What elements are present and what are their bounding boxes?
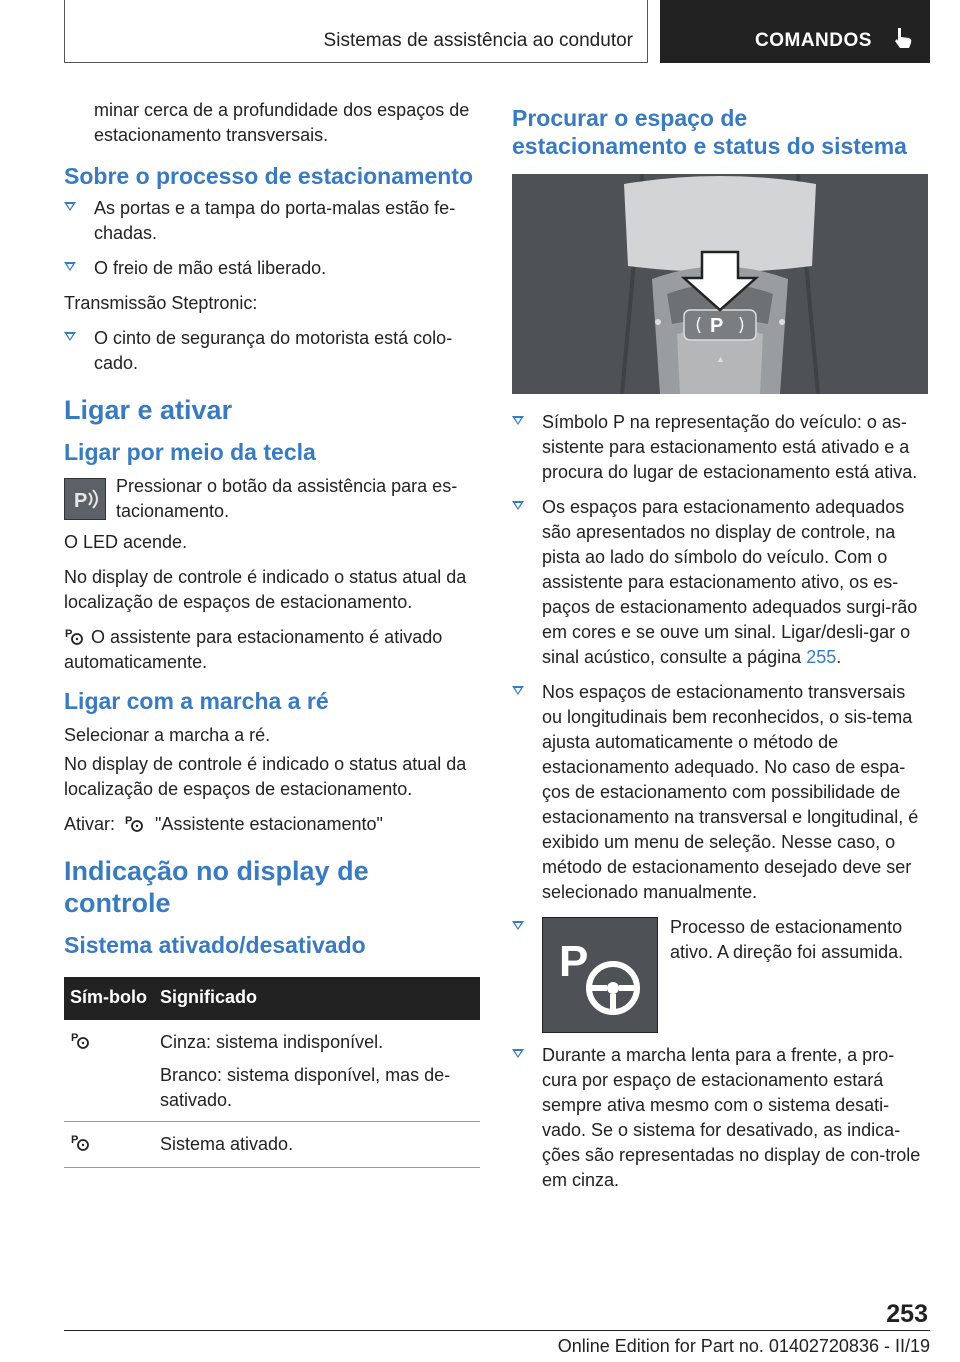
- heading-sistema: Sistema ativado/desativado: [64, 932, 366, 958]
- parking-steering-icon: [64, 626, 86, 646]
- svg-text:P: P: [71, 1032, 79, 1044]
- list-item-text: Nos espaços de estacionamento transversais ou longitudinais bem reconhecidos, o sis-tema ajusta automaticamente o método de estacionamento adequado. No caso de espa-ços de estacionamento com possibilidade de estacionamento na transversal e longitudinal, é exibido um menu de seleção. Nesse caso, o método de estacionamento desejado deve ser selecionado manualmente.: [542, 682, 919, 902]
- list-item: [512, 495, 928, 670]
- b2-end: .: [836, 647, 842, 667]
- page-header: [64, 0, 930, 64]
- list-item-text: O freio de mão está liberado.: [94, 258, 327, 278]
- right-column: [512, 104, 928, 1203]
- bullet-triangle-icon: [512, 1049, 524, 1058]
- table-row: [64, 1122, 480, 1168]
- list-item-text: Símbolo P na representação do veículo: o as-sistente para estacionamento está ativado e a procura do lugar de estacionamento está ativa.: [542, 412, 918, 482]
- list-item: [512, 680, 928, 905]
- ativar-line: [64, 812, 480, 837]
- heading-process: Sobre o processo de estacionamento: [64, 163, 474, 189]
- svg-text:P: P: [74, 490, 88, 512]
- bullet-triangle-icon: [512, 686, 524, 695]
- svg-text:P: P: [559, 937, 589, 986]
- page-number: 253: [886, 1300, 928, 1328]
- table-cell-meaning: [154, 1020, 480, 1122]
- heading-tecla: Ligar por meio da tecla: [64, 439, 316, 465]
- page-link[interactable]: 255: [806, 647, 837, 667]
- svg-text:▲: ▲: [716, 354, 725, 364]
- header-chapter-box: [660, 0, 930, 63]
- meaning-white: Branco: sistema disponível, mas de-sativado.: [160, 1065, 451, 1110]
- ativar-value: "Assistente estacionamento": [155, 814, 383, 834]
- svg-text:P: P: [710, 315, 724, 337]
- bullet-triangle-icon: [64, 262, 76, 271]
- bullet-triangle-icon: [64, 332, 76, 341]
- table-row: [64, 1020, 480, 1122]
- table-cell-symbol: [64, 1122, 154, 1168]
- list-item-text: [542, 497, 917, 667]
- list-item-text: Processo de estacionamento ativo. A direção foi assumida.: [670, 917, 904, 962]
- list-item: [64, 326, 480, 376]
- list-item-text: As portas e a tampa do porta-malas estão fe-chadas.: [94, 198, 456, 243]
- button-instruction: [64, 474, 480, 524]
- table-cell-symbol: [64, 1020, 154, 1122]
- svg-text:P: P: [71, 1134, 79, 1146]
- meaning-grey: Cinza: sistema indisponível.: [160, 1032, 384, 1052]
- table-cell-meaning: Sistema ativado.: [154, 1122, 480, 1168]
- table-header-symbol: Sím-bolo: [64, 977, 154, 1020]
- bullet-triangle-icon: [64, 202, 76, 211]
- table-header-meaning: Significado: [154, 977, 480, 1020]
- selecionar-text: Selecionar a marcha a ré.: [64, 725, 271, 745]
- header-section-title: Sistemas de assistência ao condutor: [323, 30, 633, 51]
- parking-steering-icon: [70, 1132, 92, 1152]
- heading-ligar: Ligar e ativar: [64, 395, 233, 425]
- left-column: [64, 98, 480, 1168]
- header-chapter-title: COMANDOS: [755, 30, 872, 51]
- svg-text:P: P: [65, 628, 73, 640]
- list-item: [512, 410, 928, 485]
- display-text-1: No display de controle é indicado o status atual da localização de espaços de estacionamento.: [64, 567, 467, 612]
- table-header-row: [64, 977, 480, 1020]
- list-item-text: O cinto de segurança do motorista está colo-cado.: [94, 328, 453, 373]
- parking-steering-icon: [70, 1030, 92, 1050]
- svg-text:P: P: [125, 815, 133, 827]
- b2-text: Os espaços para estacionamento adequados são apresentados no display de controle, na pista ao lado do símbolo do veículo. Com o assistente para estacionamento ativo, os es-paços de estacionamento adequados surgi-rão em cores e se ouve um sinal. Ligar/desli-gar o sinal acústico, consulte a página: [542, 497, 918, 667]
- ativar-label: Ativar:: [64, 814, 116, 834]
- bullet-triangle-icon: [512, 921, 524, 930]
- heading-indicacao: Indicação no display de controle: [64, 856, 369, 918]
- bullet-triangle-icon: [512, 501, 524, 510]
- header-section-box: [64, 0, 648, 63]
- parking-assist-button-icon: [64, 478, 106, 520]
- list-item-text: Durante a marcha lenta para a frente, a pro-cura por espaço de estacionamento estará sempre ativa mesmo com o sistema desati-vado. Se o sistema for desativado, as indica-ções são representadas no display de con-trole em cinza.: [542, 1045, 921, 1190]
- footer-divider: [64, 1330, 930, 1331]
- footer-edition: Online Edition for Part no. 01402720836 - II/19: [557, 1336, 930, 1356]
- transmission-label: Transmissão Steptronic:: [64, 293, 258, 313]
- led-text: O LED acende.: [64, 532, 188, 552]
- parking-steering-large-icon: [542, 917, 658, 1033]
- intro-text: minar cerca de a profundidade dos espaços de estacionamento transversais.: [94, 100, 470, 145]
- list-item: [512, 1043, 928, 1193]
- list-item: [64, 196, 480, 246]
- bullet-triangle-icon: [512, 416, 524, 425]
- auto-activation-text: [64, 625, 480, 675]
- heading-marcha: Ligar com a marcha a ré: [64, 688, 329, 714]
- auto-text: O assistente para estacionamento é ativado automaticamente.: [64, 627, 443, 672]
- hand-pointer-icon: [892, 26, 914, 50]
- parking-steering-icon: [124, 813, 146, 833]
- display-text-2: No display de controle é indicado o status atual da localização de espaços de estacionamento.: [64, 754, 467, 799]
- press-text: Pressionar o botão da assistência para es-tacionamento.: [116, 476, 458, 521]
- symbol-table: [64, 977, 480, 1168]
- heading-procurar: Procurar o espaço de estacionamento e status do sistema: [512, 105, 907, 159]
- list-item: [512, 915, 928, 1033]
- list-item: [64, 256, 480, 281]
- vehicle-display-figure: [512, 174, 928, 394]
